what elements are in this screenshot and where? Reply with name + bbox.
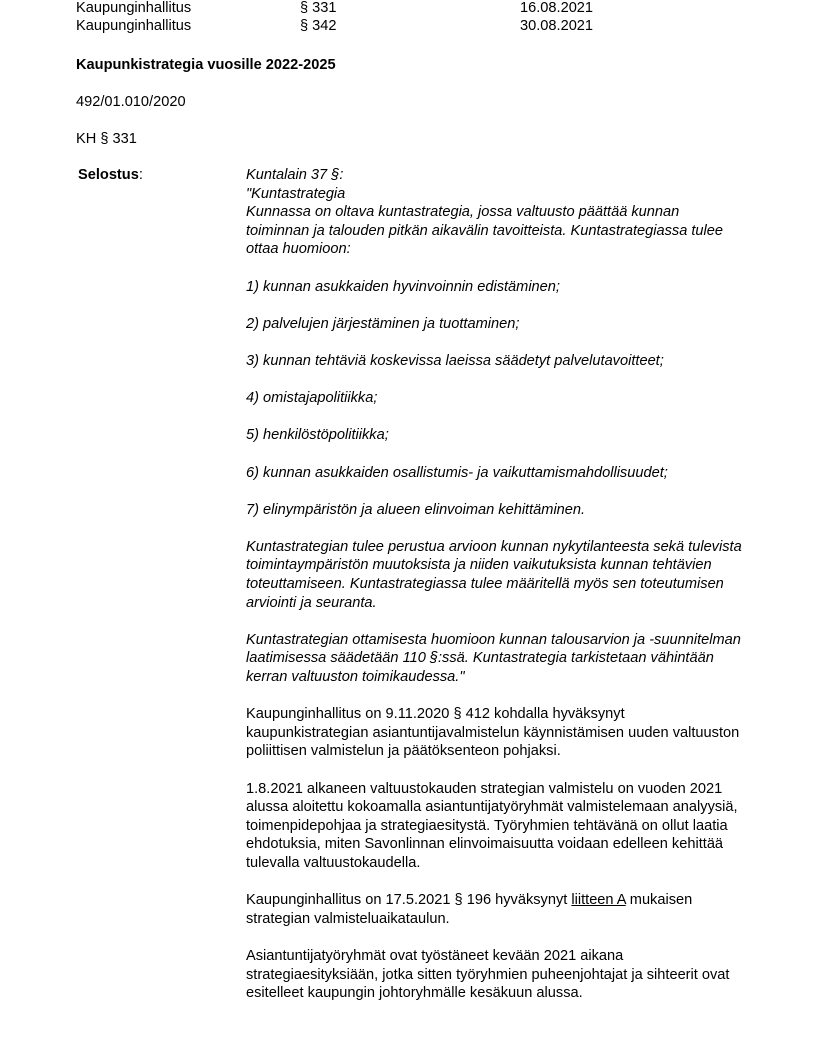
header-section: § 342 <box>300 18 337 34</box>
law-item: 6) kunnan asukkaiden osallistumis- ja vaikuttamismahdollisuudet; <box>246 464 668 481</box>
law-quote-title: "Kuntastrategia <box>246 185 346 202</box>
body-paragraph: Asiantuntijatyöryhmät ovat työstäneet kevään 2021 aikana strategiaesityksiään, jotka sitten työryhmien puheenjohtajat ja sihteerit ovat esitelleet kaupungin johtoryhmälle kesäkuun alussa. <box>246 947 730 1002</box>
section-body <box>246 166 746 1021</box>
header-body: Kaupunginhallitus <box>76 0 192 16</box>
law-item: 5) henkilöstöpolitiikka; <box>246 427 389 444</box>
law-item: 1) kunnan asukkaiden hyvinvoinnin edistäminen; <box>246 278 560 295</box>
law-item: 4) omistajapolitiikka; <box>246 390 378 407</box>
kh-reference: KH § 331 <box>76 131 137 147</box>
law-quote <box>246 166 746 687</box>
section-label-colon: : <box>138 167 143 183</box>
header-body: Kaupunginhallitus <box>76 18 192 34</box>
law-item: 3) kunnan tehtäviä koskevissa laeissa säädetyt palvelutavoitteet; <box>246 352 664 369</box>
law-heading: Kuntalain 37 §: <box>246 167 344 183</box>
header-section: § 331 <box>300 0 337 16</box>
section-label <box>78 166 143 185</box>
body-paragraph: 1.8.2021 alkaneen valtuustokauden strategian valmistelu on vuoden 2021 alussa aloitettu kokoamalla asiantuntijatyöryhmät valmistelemaan analyysiä, toimenpidepohjaa ja strategiaesitystä. Työryhmien tehtävänä on ollut laatia ehdotuksia, miten Savonlinnan elinvoimaisuutta voidaan edelleen kehittää tulevalla valtuustokaudella. <box>246 780 738 871</box>
law-paragraph: Kuntastrategian ottamisesta huomioon kunnan talousarvion ja -suunnitelman laatimisessa säädetään 110 §:ssä. Kuntastrategia tarkistetaan vähintään kerran valtuuston toimikaudessa." <box>246 631 741 686</box>
law-item: 2) palvelujen järjestäminen ja tuottaminen; <box>246 315 520 332</box>
document-title: Kaupunkistrategia vuosille 2022-2025 <box>76 57 336 73</box>
law-item: 7) elinympäristön ja alueen elinvoiman kehittäminen. <box>246 501 586 518</box>
law-paragraph: Kuntastrategian tulee perustua arvioon kunnan nykytilanteesta sekä tulevista toimintaympäristön muutoksista ja niiden vaikutuksista kunnan tehtävien toteuttamiseen. Kuntastrategiassa tulee määritellä myös sen toteutumisen arviointi ja seuranta. <box>246 538 742 611</box>
body-paragraph <box>246 891 746 928</box>
attachment-a-link[interactable]: liitteen A <box>571 892 626 909</box>
header-date: 30.08.2021 <box>520 18 594 34</box>
record-number: 492/01.010/2020 <box>76 94 186 110</box>
p3-after: mukaisen strategian valmisteluaikataulun. <box>246 892 693 927</box>
law-intro: Kunnassa on oltava kuntastrategia, jossa valtuusto päättää kunnan toiminnan ja talouden pitkän aikavälin tavoitteista. Kuntastrategiassa tulee ottaa huomioon: <box>246 204 724 258</box>
section-label-text: Selostus <box>78 167 139 183</box>
header-date: 16.08.2021 <box>520 0 594 16</box>
p3-before: Kaupunginhallitus on 17.5.2021 § 196 hyväksynyt <box>246 892 572 909</box>
body-paragraph: Kaupunginhallitus on 9.11.2020 § 412 kohdalla hyväksynyt kaupunkistrategian asiantuntijavalmistelun käynnistämisen uuden valtuuston poliittisen valmistelun ja päätöksenteon pohjaksi. <box>246 706 740 760</box>
